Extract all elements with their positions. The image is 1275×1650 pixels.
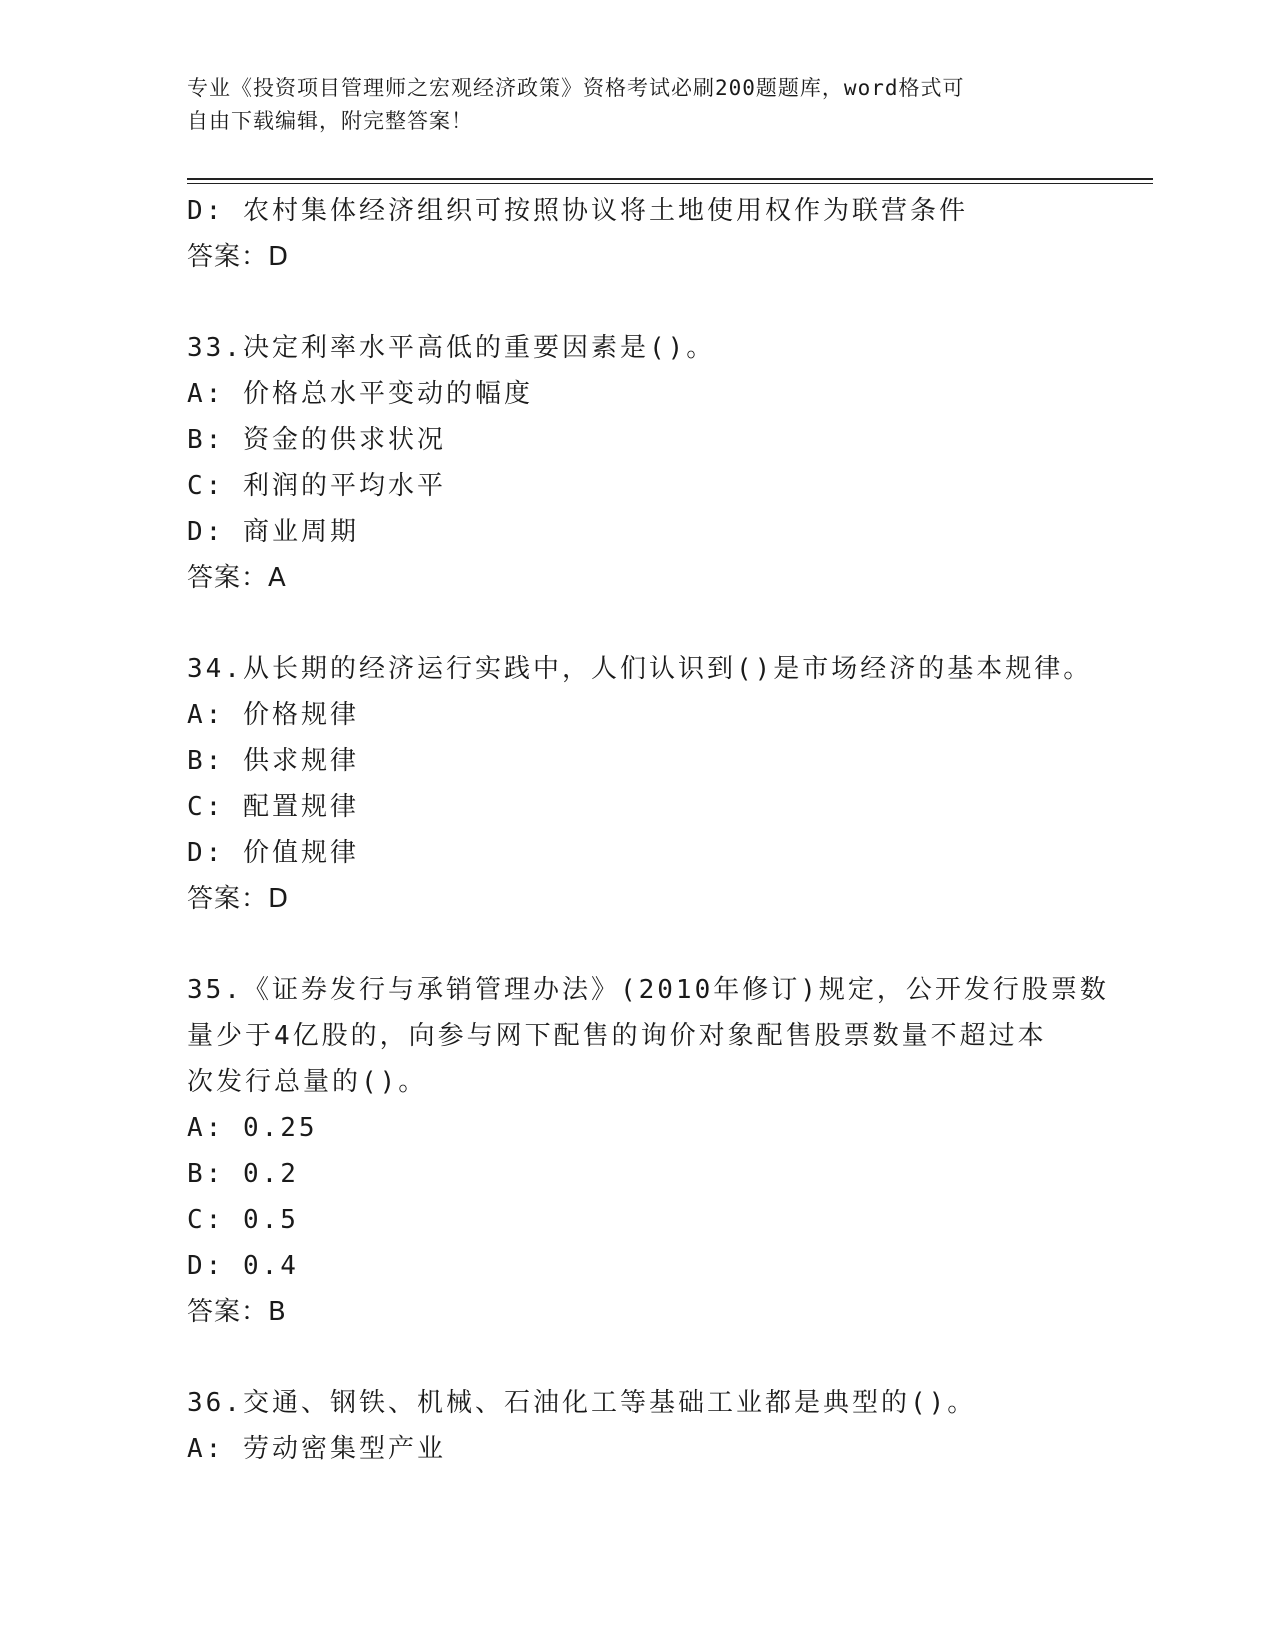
- answer-line: 答案：B: [187, 1297, 287, 1327]
- answer-line: 答案：D: [187, 884, 290, 914]
- question-stem-line-3: 次发行总量的()。: [187, 1067, 428, 1097]
- option-d: D: 0.4: [187, 1251, 299, 1281]
- header-divider-thin: [187, 183, 1153, 184]
- option-a: A: 价格规律: [187, 700, 359, 730]
- option-d: D: 价值规律: [187, 838, 359, 868]
- question-block-33: [187, 325, 1087, 601]
- question-block-36: [187, 1380, 1087, 1472]
- option-c: C: 配置规律: [187, 792, 359, 822]
- question-stem: 36.交通、钢铁、机械、石油化工等基础工业都是典型的()。: [187, 1388, 977, 1418]
- header-line-1: 专业《投资项目管理师之宏观经济政策》资格考试必刷200题题库，word格式可: [187, 76, 965, 100]
- document-header: [187, 72, 1087, 138]
- question-block-32-tail: [187, 188, 1087, 280]
- option-a: A: 劳动密集型产业: [187, 1434, 446, 1464]
- question-block-35: [187, 967, 1109, 1335]
- option-b: B: 供求规律: [187, 746, 359, 776]
- question-list: [187, 188, 1109, 1472]
- answer-line: 答案：D: [187, 242, 290, 272]
- option-a: A: 价格总水平变动的幅度: [187, 379, 533, 409]
- question-stem: 34.从长期的经济运行实践中，人们认识到()是市场经济的基本规律。: [187, 654, 1093, 684]
- answer-line: 答案：A: [187, 563, 287, 593]
- question-stem-line-2: 量少于4亿股的，向参与网下配售的询价对象配售股票数量不超过本: [187, 1021, 1047, 1051]
- option-d: D: 商业周期: [187, 517, 359, 547]
- question-block-34: [187, 646, 1093, 922]
- header-line-2: 自由下载编辑，附完整答案！: [187, 109, 473, 133]
- option-b: B: 资金的供求状况: [187, 425, 446, 455]
- option-c: C: 0.5: [187, 1205, 299, 1235]
- header-divider-thick: [187, 178, 1153, 180]
- option-c: C: 利润的平均水平: [187, 471, 446, 501]
- option-b: B: 0.2: [187, 1159, 299, 1189]
- option-a: A: 0.25: [187, 1113, 318, 1143]
- question-stem-line-1: 35.《证券发行与承销管理办法》(2010年修订)规定，公开发行股票数: [187, 975, 1109, 1005]
- question-stem: 33.决定利率水平高低的重要因素是()。: [187, 333, 716, 363]
- option-d: D: 农村集体经济组织可按照协议将土地使用权作为联营条件: [187, 196, 968, 226]
